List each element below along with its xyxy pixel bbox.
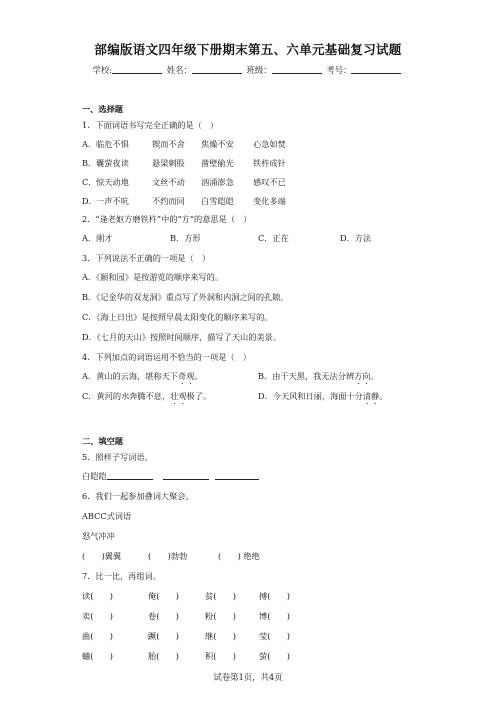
option-letter: B． bbox=[258, 371, 273, 381]
question-4-option-d[interactable] bbox=[258, 391, 387, 406]
student-info-line bbox=[0, 64, 496, 76]
question-6-example: 怒气冲冲 bbox=[82, 531, 115, 541]
class-label: 班级： bbox=[246, 65, 272, 75]
option-word: 铁杵成针 bbox=[253, 158, 286, 168]
school-label: 学校: bbox=[92, 65, 113, 75]
option-text: 黄山的云海，堪称天下 bbox=[96, 371, 178, 381]
question-1-option-c[interactable] bbox=[82, 177, 286, 188]
option-text: 。 bbox=[370, 371, 379, 381]
compare-word-cell[interactable]: 卖( ) bbox=[82, 611, 113, 621]
compare-word-cell[interactable]: 搏( ) bbox=[259, 591, 290, 601]
compare-word-cell[interactable]: 胎( ) bbox=[148, 651, 179, 661]
section-heading-choice: 一、选择题 bbox=[82, 104, 123, 114]
question-2-stem: 2．“逢老妪方磨铁杵”中的“方”的意思是（ ） bbox=[82, 214, 252, 224]
class-blank[interactable] bbox=[272, 65, 322, 74]
dotted-word: 清静 bbox=[362, 391, 380, 401]
question-1-option-a[interactable] bbox=[82, 139, 286, 150]
compare-word-cell[interactable]: 贫( ) bbox=[205, 591, 236, 601]
compare-word-cell[interactable]: 积( ) bbox=[205, 651, 236, 661]
compare-word-cell[interactable]: 曲( ) bbox=[82, 631, 113, 641]
option-text: 。 bbox=[379, 391, 388, 401]
compare-word-cell[interactable]: 莹( ) bbox=[259, 631, 290, 641]
name-blank[interactable] bbox=[192, 65, 242, 74]
question-2-option-d[interactable]: D．方法 bbox=[340, 233, 372, 243]
option-word: 文丝不动 bbox=[152, 177, 185, 187]
option-word: 白雪皑皑 bbox=[201, 196, 234, 206]
option-word: 汹涌澎急 bbox=[201, 177, 234, 187]
option-word: 囊萤夜读 bbox=[96, 158, 129, 168]
page-footer: 试卷第1页，共4页 bbox=[213, 672, 283, 682]
dotted-word: 方向 bbox=[354, 371, 371, 381]
answer-blank-3[interactable] bbox=[215, 471, 259, 480]
compare-word-cell[interactable]: 蹶( ) bbox=[148, 631, 179, 641]
option-text: 由于天黑，我无法分辨 bbox=[272, 371, 355, 381]
exam-number-label: 考号： bbox=[326, 65, 352, 75]
compare-word-cell[interactable]: 继( ) bbox=[205, 631, 236, 641]
question-2-option-b[interactable]: B．方形 bbox=[170, 233, 201, 243]
question-1-option-b[interactable] bbox=[82, 158, 286, 169]
exam-number-blank[interactable] bbox=[351, 65, 401, 74]
compare-word-cell[interactable]: 读( ) bbox=[82, 591, 113, 601]
section-heading-fill: 二、填空题 bbox=[82, 436, 123, 446]
option-text: 今天风和日丽，海面十分 bbox=[272, 391, 363, 401]
compare-word-cell[interactable]: 博( ) bbox=[259, 611, 290, 621]
question-2-option-a[interactable]: A．刚才 bbox=[82, 233, 113, 243]
option-letter: A． bbox=[82, 371, 97, 381]
question-3-option-b[interactable]: B．《记金华的双龙洞》重点写了外洞和内洞之间的孔隙。 bbox=[82, 292, 289, 302]
question-5-example-line bbox=[82, 471, 259, 482]
question-3-option-d[interactable]: D．《七月的天山》按照时间顺序，描写了天山的美景。 bbox=[82, 332, 281, 342]
compare-word-cell[interactable]: 萤( ) bbox=[259, 651, 290, 661]
option-word: 感叹不已 bbox=[253, 177, 286, 187]
option-letter: A． bbox=[82, 139, 97, 149]
answer-blank-2[interactable] bbox=[163, 471, 209, 480]
page-title: 部编版语文四年级下册期末第五、六单元基础复习试题 bbox=[94, 42, 402, 57]
compare-word-cell[interactable]: 俺( ) bbox=[148, 591, 179, 601]
option-word: 焦燥不安 bbox=[201, 139, 234, 149]
option-text: 黄河的水奔腾不息， bbox=[96, 391, 171, 401]
question-6-item-1[interactable]: ( )翼翼 bbox=[82, 551, 122, 561]
question-1-stem: 1．下面词语书写完全正确的是（ ） bbox=[82, 120, 219, 130]
question-6-item-3[interactable]: ( ) 绝绝 bbox=[218, 551, 260, 561]
question-6-stem: 6．我们一起参加叠词大聚会。 bbox=[82, 491, 194, 501]
question-1-option-d[interactable] bbox=[82, 196, 286, 207]
question-3-stem: 3．下列说法不正确的一项是（ ） bbox=[82, 253, 211, 263]
option-letter: B． bbox=[82, 158, 97, 168]
answer-blank-1[interactable] bbox=[107, 471, 153, 480]
option-word: 心急如焚 bbox=[253, 139, 286, 149]
option-text: 。 bbox=[194, 371, 203, 381]
option-word: 惊天动地 bbox=[96, 177, 129, 187]
option-letter: D． bbox=[258, 391, 273, 401]
school-blank[interactable] bbox=[112, 65, 162, 74]
option-word: 临危不惧 bbox=[96, 139, 129, 149]
option-letter: C． bbox=[82, 391, 97, 401]
question-5-stem: 5．照样子写词语。 bbox=[82, 452, 153, 462]
dotted-word: 壮观 bbox=[170, 391, 187, 401]
question-6-pattern: ABCC式词语 bbox=[82, 511, 132, 521]
compare-word-cell[interactable]: 蛐( ) bbox=[82, 651, 113, 661]
question-4-option-a[interactable] bbox=[82, 371, 203, 386]
compare-word-cell[interactable]: 卷( ) bbox=[148, 611, 179, 621]
option-word: 凿壁偷光 bbox=[201, 158, 234, 168]
option-word: 不约而同 bbox=[152, 196, 185, 206]
option-letter: D． bbox=[82, 196, 97, 206]
example-word: 白皑皑 bbox=[82, 471, 107, 481]
question-3-option-c[interactable]: C．《海上日出》是按照早晨太阳变化的顺序来写的。 bbox=[82, 312, 273, 322]
question-2-option-c[interactable]: C．正在 bbox=[258, 233, 289, 243]
question-4-option-b[interactable] bbox=[258, 371, 379, 386]
option-letter: C． bbox=[82, 177, 97, 187]
option-text: 极了。 bbox=[186, 391, 212, 401]
option-word: 变化多端 bbox=[253, 196, 286, 206]
name-label: 姓名： bbox=[166, 65, 192, 75]
option-word: 锲而不舍 bbox=[152, 139, 185, 149]
question-7-stem: 7．比一比，再组词。 bbox=[82, 571, 161, 581]
option-word: 悬梁刺股 bbox=[152, 158, 185, 168]
option-word: 一声不吭 bbox=[96, 196, 129, 206]
dotted-word: 奇观 bbox=[178, 371, 195, 381]
question-3-option-a[interactable]: A．《颐和园》是按游览的顺序来写的。 bbox=[82, 272, 224, 282]
question-6-item-2[interactable]: ( )勃勃 bbox=[148, 551, 188, 561]
question-4-option-c[interactable] bbox=[82, 391, 211, 406]
question-4-stem: 4．下列加点的词语运用不恰当的一项是（ ） bbox=[82, 352, 251, 362]
compare-word-cell[interactable]: 粉( ) bbox=[205, 611, 236, 621]
